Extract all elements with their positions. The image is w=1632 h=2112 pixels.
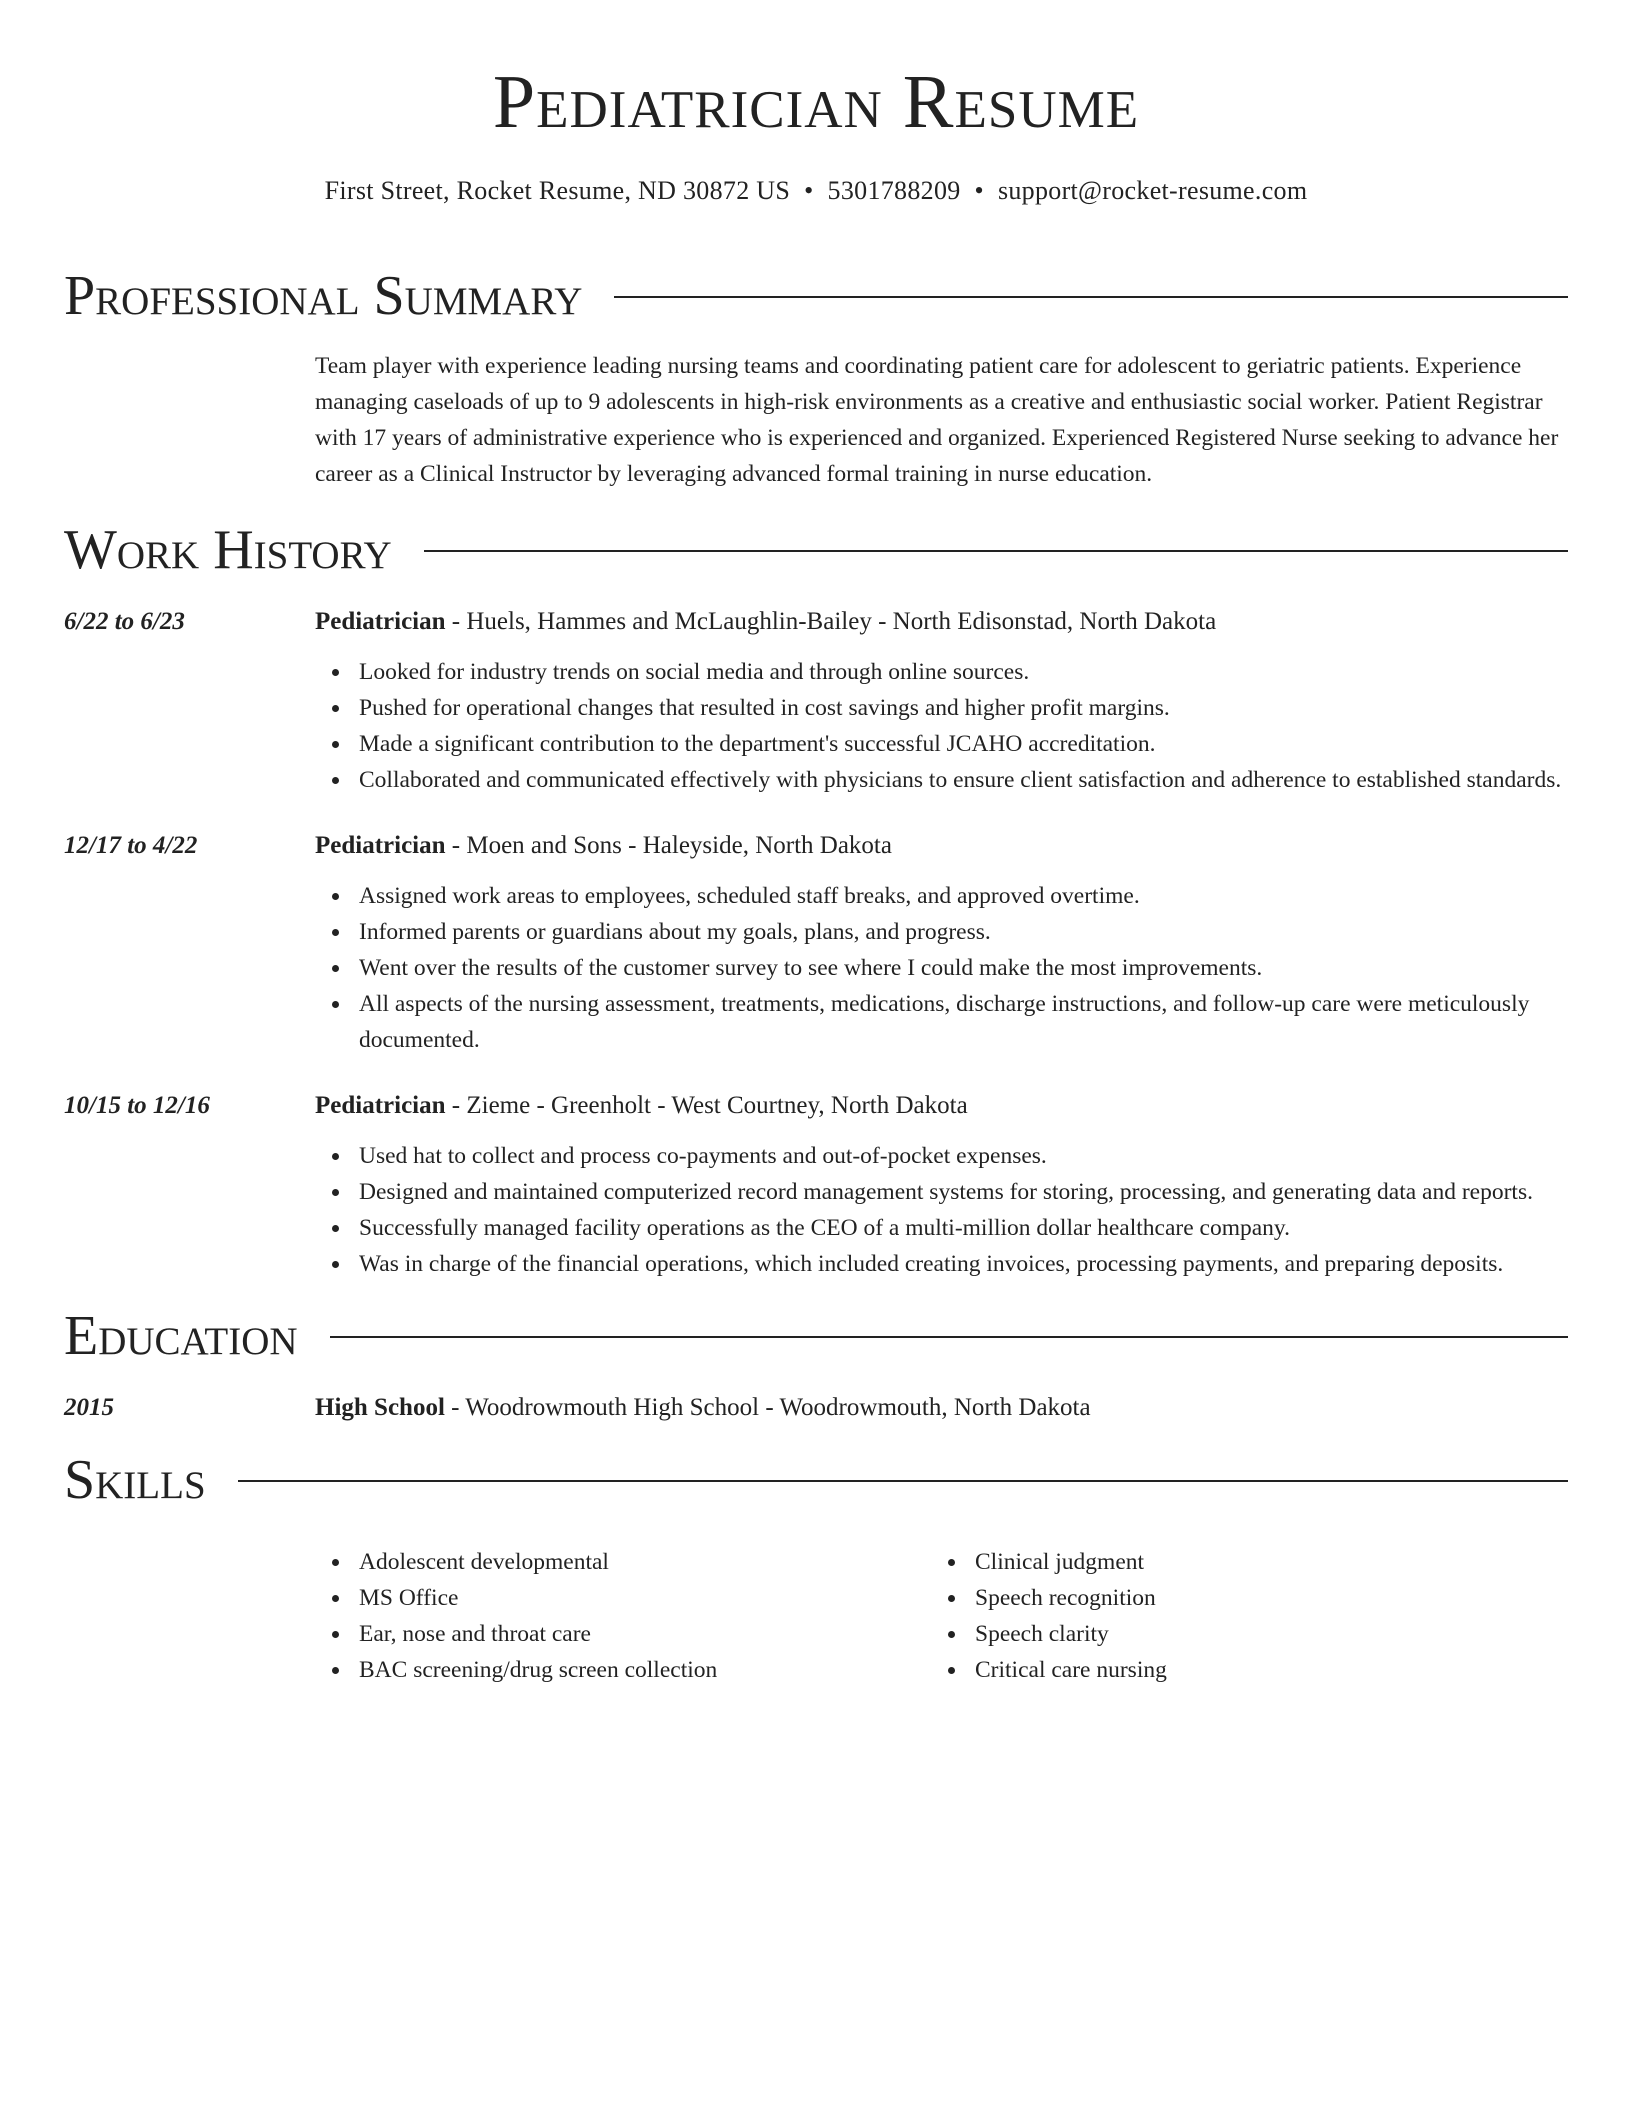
- skills-column-right: [931, 1544, 1547, 1688]
- work-heading: Work History: [64, 519, 392, 581]
- list-item: Speech recognition: [931, 1580, 1547, 1616]
- job-bullets: [315, 654, 1568, 798]
- list-item: Speech clarity: [931, 1616, 1547, 1652]
- job-details: - Moen and Sons - Haleyside, North Dakota: [445, 832, 892, 859]
- job-header: [64, 604, 1568, 640]
- job-title: Pediatrician: [315, 608, 446, 635]
- contact-address: First Street, Rocket Resume, ND 30872 US: [324, 176, 791, 205]
- skills-section-header: [64, 1449, 1568, 1511]
- summary-heading: Professional Summary: [64, 265, 583, 327]
- contact-separator: •: [804, 176, 814, 205]
- contact-email: support@rocket-resume.com: [997, 176, 1308, 205]
- skills-column-left: [315, 1544, 931, 1688]
- list-item: Critical care nursing: [931, 1652, 1547, 1688]
- contact-line: [64, 150, 1568, 240]
- list-item: Pushed for operational changes that resulted in cost savings and higher profit margins.: [315, 690, 1568, 726]
- section-divider: [614, 296, 1568, 298]
- job-details: - Zieme - Greenholt - West Courtney, North Dakota: [445, 1092, 968, 1119]
- job-entry: [64, 828, 1568, 1058]
- job-header: [64, 828, 1568, 864]
- list-item: MS Office: [315, 1580, 931, 1616]
- job-entry: [64, 1088, 1568, 1282]
- job-dates: 12/17 to 4/22: [64, 832, 198, 859]
- list-item: Designed and maintained computerized record management systems for storing, processing, and generating data and reports.: [315, 1174, 1568, 1210]
- education-year: 2015: [64, 1394, 114, 1421]
- list-item: Ear, nose and throat care: [315, 1616, 931, 1652]
- list-item: Was in charge of the financial operations, which included creating invoices, processing payments, and preparing deposits.: [315, 1246, 1568, 1282]
- resume-title: Pediatrician Resume: [492, 60, 1140, 144]
- job-bullets: [315, 878, 1568, 1058]
- education-details: - Woodrowmouth High School - Woodrowmouth, North Dakota: [444, 1394, 1091, 1421]
- list-item: Adolescent developmental: [315, 1544, 931, 1580]
- job-header: [64, 1088, 1568, 1124]
- job-title: Pediatrician: [315, 832, 446, 859]
- list-item: Used hat to collect and process co-payments and out-of-pocket expenses.: [315, 1138, 1568, 1174]
- list-item: Successfully managed facility operations as the CEO of a multi-million dollar healthcare company.: [315, 1210, 1568, 1246]
- list-item: Assigned work areas to employees, scheduled staff breaks, and approved overtime.: [315, 878, 1568, 914]
- section-divider: [424, 550, 1568, 552]
- list-item: Informed parents or guardians about my goals, plans, and progress.: [315, 914, 1568, 950]
- job-entry: [64, 604, 1568, 798]
- list-item: Collaborated and communicated effectively with physicians to ensure client satisfaction and adherence to established standards.: [315, 762, 1568, 798]
- section-divider: [330, 1336, 1568, 1338]
- education-section-header: [64, 1305, 1568, 1367]
- education-degree: High School: [315, 1394, 445, 1421]
- job-details: - Huels, Hammes and McLaughlin-Bailey - North Edisonstad, North Dakota: [445, 608, 1217, 635]
- job-title: Pediatrician: [315, 1092, 446, 1119]
- section-divider: [238, 1480, 1568, 1482]
- list-item: Clinical judgment: [931, 1544, 1547, 1580]
- list-item: Went over the results of the customer survey to see where I could make the most improvements.: [315, 950, 1568, 986]
- job-bullets: [315, 1138, 1568, 1282]
- education-entry: [64, 1390, 1568, 1426]
- job-dates: 6/22 to 6/23: [64, 608, 185, 635]
- list-item: BAC screening/drug screen collection: [315, 1652, 931, 1688]
- list-item: Made a significant contribution to the department's successful JCAHO accreditation.: [315, 726, 1568, 762]
- list-item: Looked for industry trends on social media and through online sources.: [315, 654, 1568, 690]
- summary-text: Team player with experience leading nursing teams and coordinating patient care for adolescent to geriatric patients. Experience managing caseloads of up to 9 adolescents in high-risk environments as a creative and enthusiastic social worker. Patient Registrar with 17 years of administrative experience who is experienced and organized. Experienced Registered Nurse seeking to advance her career as a Clinical Instructor by leveraging advanced formal training in nurse education.: [315, 353, 1559, 487]
- contact-separator: •: [974, 176, 984, 205]
- skills-list: [315, 1544, 1568, 1688]
- education-heading: Education: [64, 1305, 298, 1367]
- list-item: All aspects of the nursing assessment, treatments, medications, discharge instructions, and follow-up care were meticulously documented.: [315, 986, 1568, 1058]
- work-section-header: [64, 519, 1568, 581]
- job-dates: 10/15 to 12/16: [64, 1092, 210, 1119]
- summary-section-header: [64, 265, 1568, 327]
- skills-heading: Skills: [64, 1449, 206, 1511]
- contact-phone: 5301788209: [827, 176, 961, 205]
